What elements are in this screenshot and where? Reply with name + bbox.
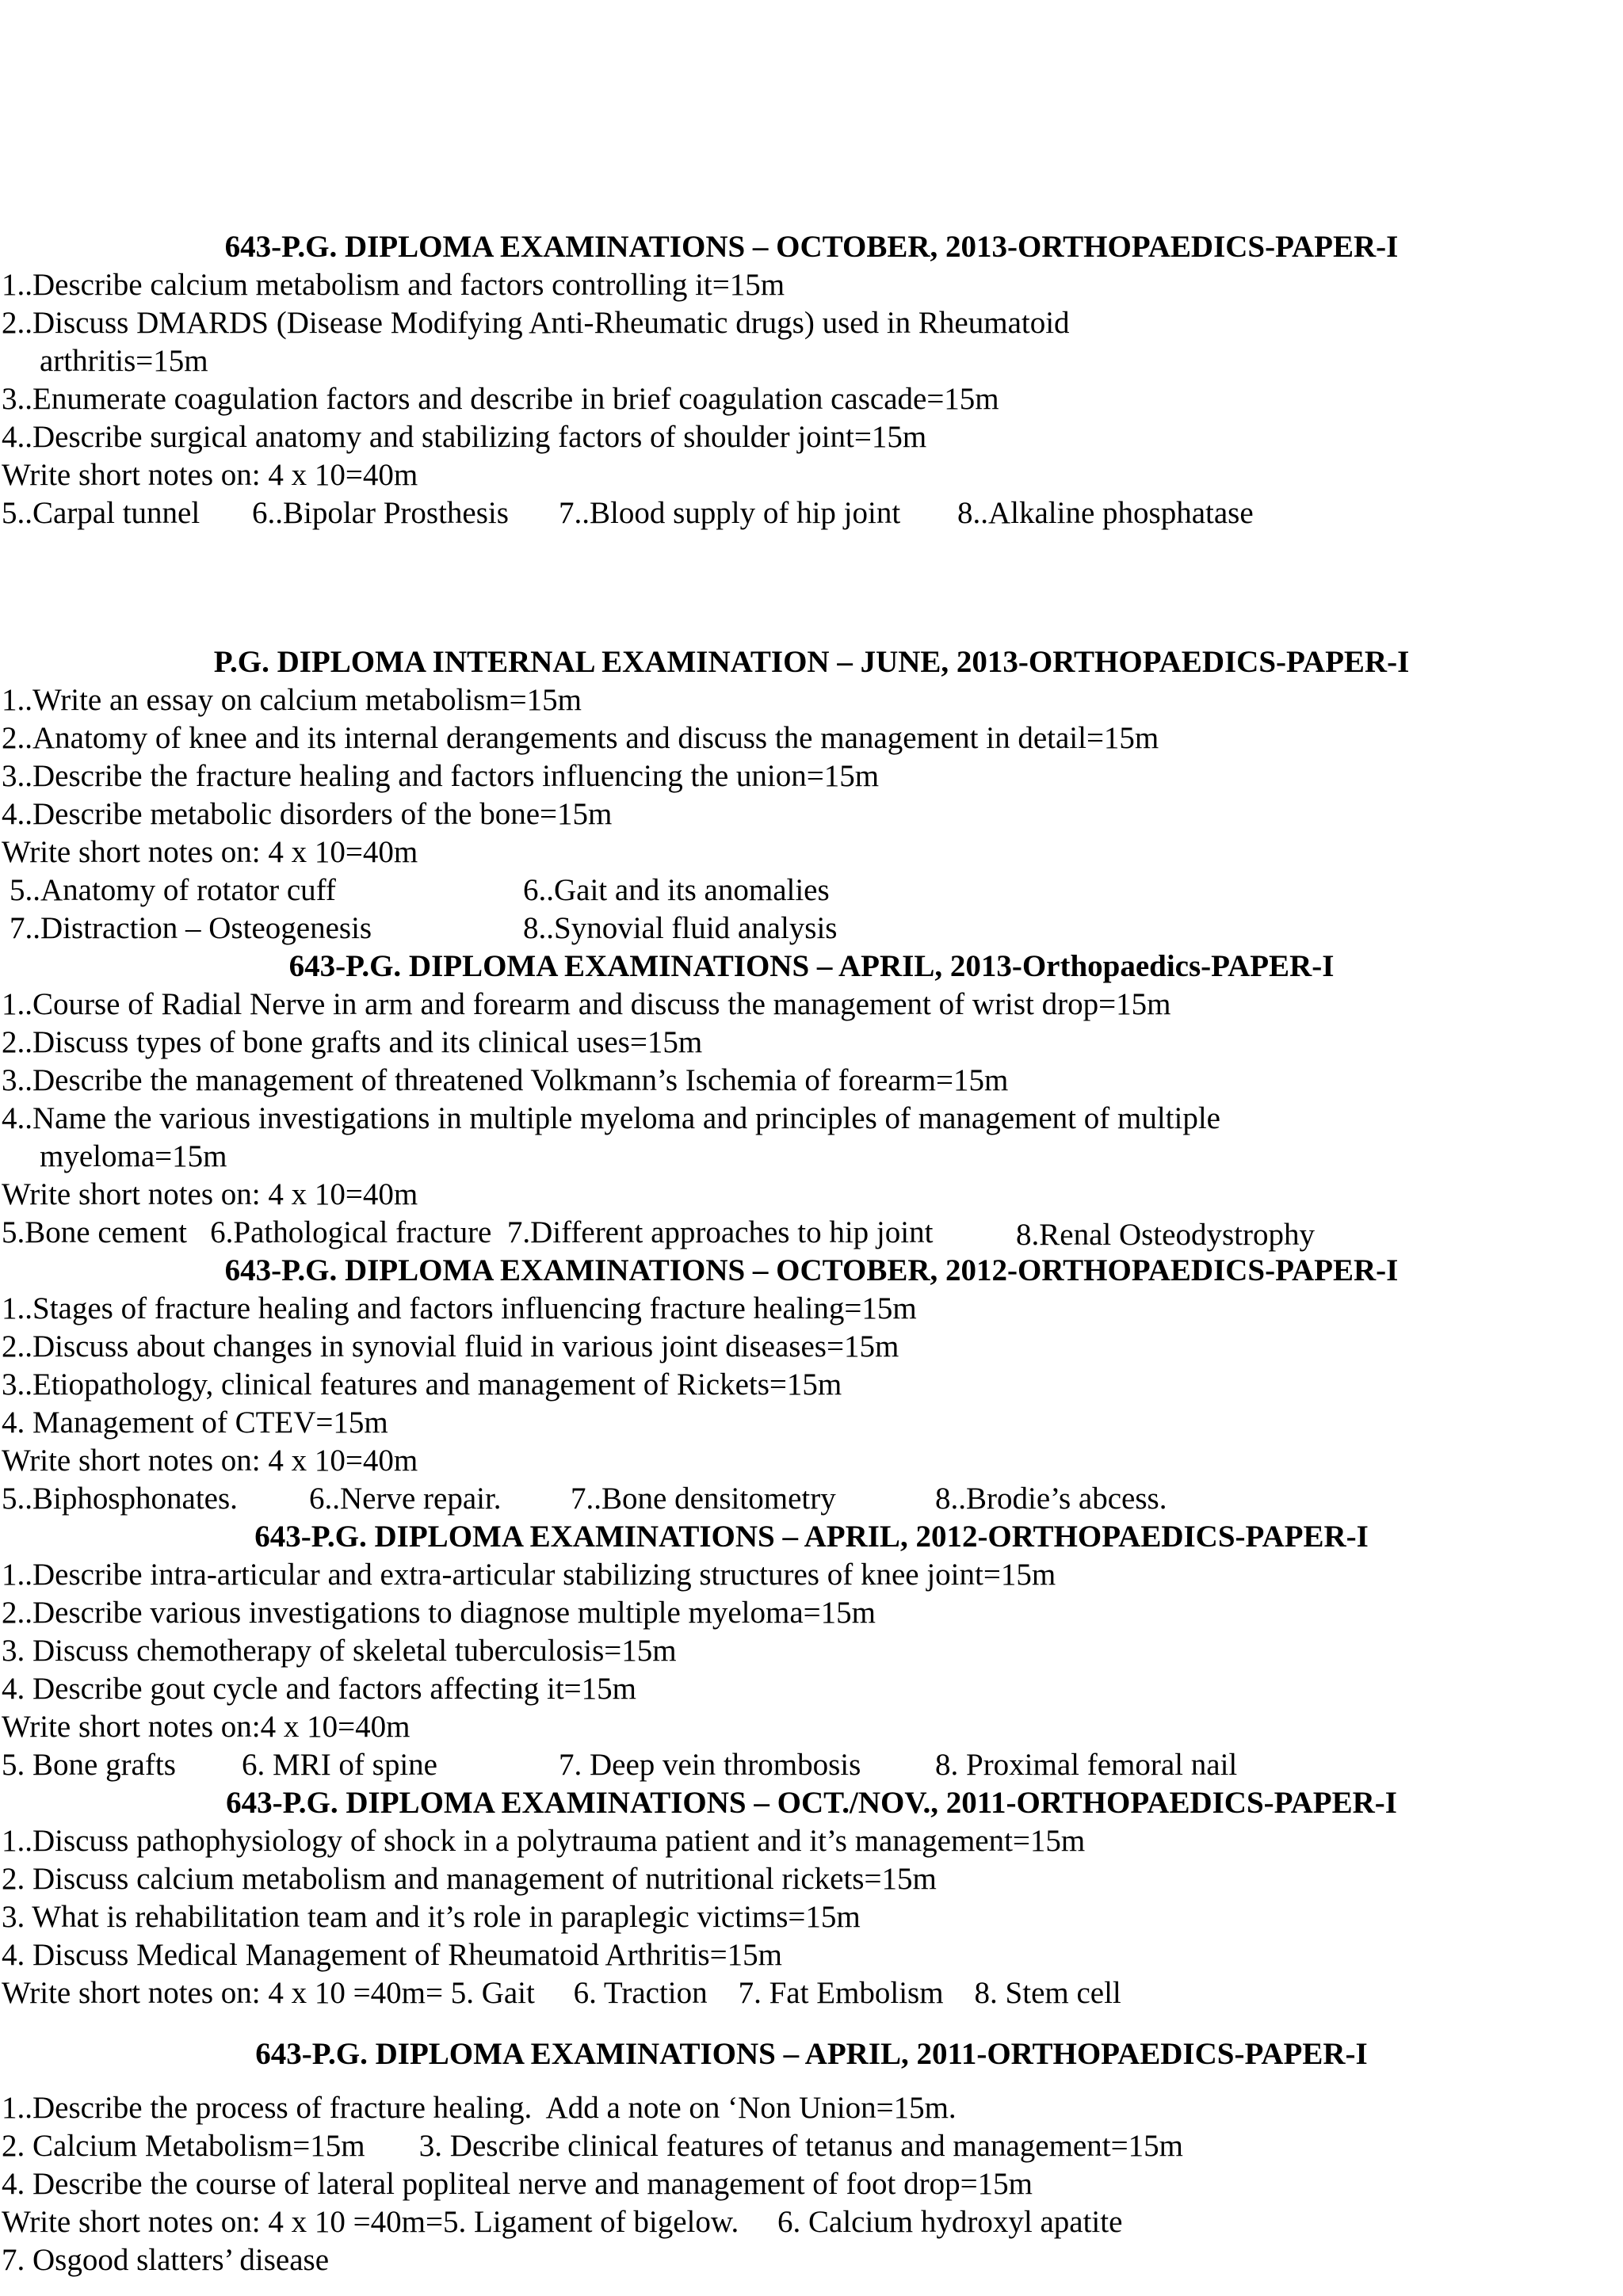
question-line: 4..Name the various investigations in multiple myeloma and principles of management of multiple [2,1101,1220,1135]
short-note-item: 8..Alkaline phosphatase [957,496,1254,530]
question-line: 4..Describe surgical anatomy and stabilizing factors of shoulder joint=15m [2,420,927,454]
question-line: 3. What is rehabilitation team and it’s role in paraplegic victims=15m [2,1900,861,1934]
question-line: 4. Discuss Medical Management of Rheumatoid Arthritis=15m [2,1938,782,1972]
question-line: myeloma=15m [40,1139,227,1173]
question-line: 2..Discuss DMARDS (Disease Modifying Anti-Rheumatic drugs) used in Rheumatoid [2,306,1070,340]
question-line: 2. Calcium Metabolism=15m 3. Describe clinical features of tetanus and management=15m [2,2129,1183,2163]
short-note-item: 7..Bone densitometry [571,1482,836,1516]
short-notes-label: Write short notes on: 4 x 10=40m [2,458,418,492]
question-line: 2..Discuss about changes in synovial fluid in various joint diseases=15m [2,1329,899,1363]
short-note-item: 7..Distraction – Osteogenesis [10,911,372,945]
question-line: 1..Course of Radial Nerve in arm and forearm and discuss the management of wrist drop=15m [2,987,1171,1021]
question-line: 2..Describe various investigations to diagnose multiple myeloma=15m [2,1596,876,1630]
question-line: 3..Enumerate coagulation factors and describe in brief coagulation cascade=15m [2,382,999,416]
question-line: arthritis=15m [40,344,208,378]
question-line: 4..Describe metabolic disorders of the bone=15m [2,797,613,831]
question-line: 3. Discuss chemotherapy of skeletal tuberculosis=15m [2,1634,677,1668]
short-note-item: 6..Gait and its anomalies [523,873,830,907]
question-line: 4. Describe the course of lateral popliteal nerve and management of foot drop=15m [2,2167,1033,2201]
short-note-item: 7..Blood supply of hip joint [559,496,901,530]
short-note-item: 6..Bipolar Prosthesis [252,496,509,530]
question-line: 1..Describe the process of fracture healing. Add a note on ‘Non Union=15m. [2,2091,957,2125]
short-note-item: 6. MRI of spine [242,1748,437,1782]
question-line: 1..Write an essay on calcium metabolism=15m [2,683,582,717]
question-line: 3..Describe the management of threatened Volkmann’s Ischemia of forearm=15m [2,1063,1009,1097]
short-note-item: 8. Proximal femoral nail [935,1748,1238,1782]
short-note-item: 5.Bone cement 6.Pathological fracture 7.Different approaches to hip joint [2,1215,934,1249]
question-line: 3..Describe the fracture healing and factors influencing the union=15m [2,759,880,793]
short-note-item: 7. Osgood slatters’ disease [2,2243,330,2277]
question-line: 1..Describe calcium metabolism and factors controlling it=15m [2,268,785,302]
question-line: 1..Describe intra-articular and extra-articular stabilizing structures of knee joint=15m [2,1558,1056,1592]
section-heading: 643-P.G. DIPLOMA EXAMINATIONS – OCT./NOV., 2011-ORTHOPAEDICS-PAPER-I [226,1786,1397,1820]
question-line: 4. Describe gout cycle and factors affecting it=15m [2,1672,636,1706]
section-heading: 643-P.G. DIPLOMA EXAMINATIONS – OCTOBER, 2012-ORTHOPAEDICS-PAPER-I [224,1253,1399,1287]
short-note-item: 5..Anatomy of rotator cuff [10,873,336,907]
question-line: 1..Discuss pathophysiology of shock in a polytrauma patient and it’s management=15m [2,1824,1086,1858]
short-notes-line: Write short notes on: 4 x 10 =40m=5. Ligament of bigelow. 6. Calcium hydroxyl apatite [2,2205,1123,2239]
short-note-item: 8..Synovial fluid analysis [523,911,838,945]
question-line: 1..Stages of fracture healing and factors influencing fracture healing=15m [2,1291,917,1325]
short-note-item: 5..Biphosphonates. [2,1482,238,1516]
section-heading: 643-P.G. DIPLOMA EXAMINATIONS – APRIL, 2013-Orthopaedics-PAPER-I [288,949,1335,983]
short-notes-label: Write short notes on: 4 x 10=40m [2,835,418,869]
short-note-item: 5. Bone grafts [2,1748,176,1782]
section-heading: 643-P.G. DIPLOMA EXAMINATIONS – APRIL, 2012-ORTHOPAEDICS-PAPER-I [254,1520,1369,1554]
short-note-item: 5..Carpal tunnel [2,496,200,530]
short-note-item: 8..Brodie’s abcess. [935,1482,1167,1516]
short-notes-line: Write short notes on: 4 x 10 =40m= 5. Gait 6. Traction 7. Fat Embolism 8. Stem cell [2,1976,1121,2010]
section-heading: P.G. DIPLOMA INTERNAL EXAMINATION – JUNE, 2013-ORTHOPAEDICS-PAPER-I [213,645,1410,679]
question-line: 2..Anatomy of knee and its internal derangements and discuss the management in detail=15m [2,721,1159,755]
question-line: 2..Discuss types of bone grafts and its clinical uses=15m [2,1025,703,1059]
short-notes-label: Write short notes on: 4 x 10=40m [2,1444,418,1478]
question-line: 3..Etiopathology, clinical features and management of Rickets=15m [2,1367,842,1402]
question-line: 2. Discuss calcium metabolism and management of nutritional rickets=15m [2,1862,937,1896]
short-notes-label: Write short notes on: 4 x 10=40m [2,1177,418,1211]
section-heading: 643-P.G. DIPLOMA EXAMINATIONS – APRIL, 2011-ORTHOPAEDICS-PAPER-I [255,2037,1368,2071]
question-line: 4. Management of CTEV=15m [2,1405,388,1440]
section-heading: 643-P.G. DIPLOMA EXAMINATIONS – OCTOBER, 2013-ORTHOPAEDICS-PAPER-I [224,230,1399,264]
short-notes-label: Write short notes on:4 x 10=40m [2,1710,411,1744]
short-note-item: 6..Nerve repair. [309,1482,502,1516]
short-note-item: 7. Deep vein thrombosis [559,1748,861,1782]
short-note-item: 8.Renal Osteodystrophy [1016,1218,1315,1252]
